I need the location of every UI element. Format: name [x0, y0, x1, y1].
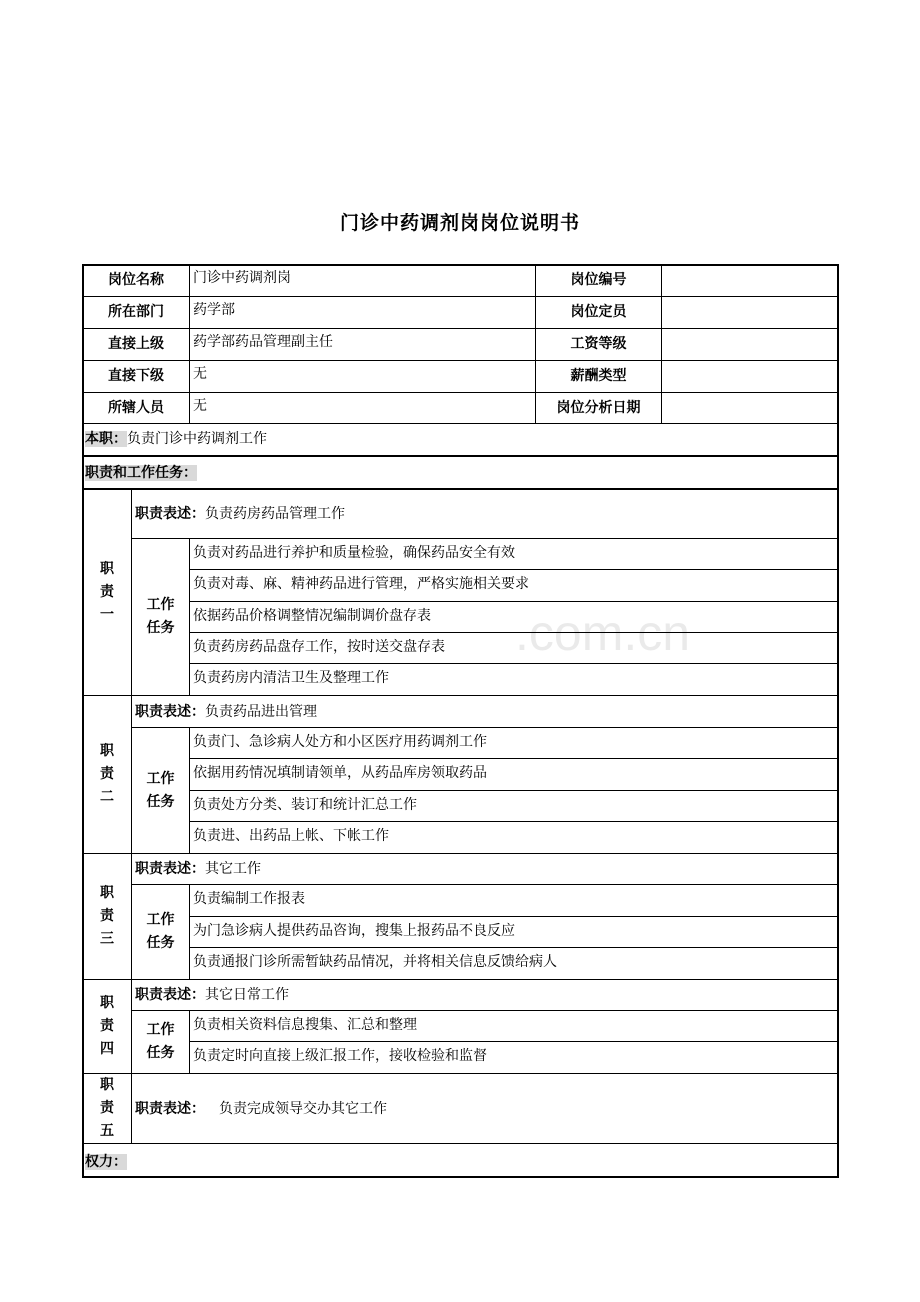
duties-header: 职责和工作任务： — [85, 465, 197, 481]
field-value — [661, 360, 839, 393]
duties-header-row — [82, 456, 839, 489]
work-task-label-text: 工作 — [146, 770, 175, 787]
duty-description-label: 职责表述： — [135, 987, 205, 1003]
work-task-label — [131, 884, 190, 980]
task-item: 负责编制工作报表 — [189, 884, 839, 917]
work-task-label — [131, 538, 190, 696]
task-item: 负责药房内清洁卫生及整理工作 — [189, 663, 839, 696]
work-task-label-text: 工作 — [146, 597, 175, 613]
task-item: 负责门、急诊病人处方和小区医疗用药调剂工作 — [189, 727, 839, 759]
duty-description-text: 其它工作 — [205, 861, 261, 877]
duty-name-char: 一 — [100, 607, 114, 623]
work-task-label-text: 任务 — [146, 620, 175, 636]
duty-description-label: 职责表述： — [135, 703, 205, 720]
authority-row — [82, 1143, 839, 1178]
work-task-label-text: 任务 — [146, 1045, 175, 1061]
duty-name-char: 职 — [100, 1077, 114, 1093]
field-value: 药学部 — [189, 296, 536, 329]
duty-name-5 — [82, 1073, 132, 1144]
field-value: 药学部药品管理副主任 — [189, 328, 536, 361]
document-title: 门诊中药调剂岗岗位说明书 — [339, 212, 580, 234]
field-label: 工资等级 — [535, 328, 662, 361]
duty-description-text: 负责完成领导交办其它工作 — [219, 1100, 387, 1117]
duty-name-char: 责 — [100, 584, 114, 600]
duty-name-4 — [82, 979, 132, 1074]
work-task-label-text: 任务 — [146, 935, 175, 951]
task-item: 负责通报门诊所需暂缺药品情况，并将相关信息反馈给病人 — [189, 947, 839, 980]
duty-description — [131, 695, 839, 728]
duty-description-text: 其它日常工作 — [205, 987, 289, 1003]
field-label: 岗位定员 — [535, 296, 662, 329]
task-item: 负责相关资料信息搜集、汇总和整理 — [189, 1010, 839, 1042]
task-item: 负责药房药品盘存工作，按时送交盘存表 — [189, 632, 839, 664]
work-task-label-text: 工作 — [146, 912, 175, 928]
duty-name-char: 责 — [100, 766, 114, 782]
duty-description-label: 职责表述： — [135, 1100, 205, 1117]
main-duty-row — [82, 423, 839, 456]
duty-name-char: 五 — [100, 1123, 114, 1139]
task-item: 负责进、出药品上帐、下帐工作 — [189, 821, 839, 854]
field-value — [661, 392, 839, 424]
field-value: 无 — [189, 392, 536, 424]
duty-name-char: 职 — [100, 995, 114, 1011]
main-duty-value: 负责门诊中药调剂工作 — [127, 431, 267, 447]
field-value — [661, 328, 839, 361]
work-task-label — [131, 1010, 190, 1074]
task-item: 负责对药品进行养护和质量检验，确保药品安全有效 — [189, 538, 839, 570]
task-item: 负责对毒、麻、精神药品进行管理，严格实施相关要求 — [189, 569, 839, 602]
duty-description — [131, 489, 839, 539]
duty-name-2 — [82, 695, 132, 854]
field-label: 直接上级 — [82, 328, 190, 361]
duty-name-char: 责 — [100, 1100, 114, 1116]
duty-description-label: 职责表述： — [135, 861, 205, 877]
duty-name-char: 二 — [100, 789, 114, 805]
duty-description-text: 负责药品进出管理 — [205, 703, 317, 720]
duty-name-char: 责 — [100, 1018, 114, 1034]
work-task-label — [131, 727, 190, 854]
duty-description — [131, 853, 839, 885]
task-item: 依据药品价格调整情况编制调价盘存表 — [189, 601, 839, 633]
task-item: 为门急诊病人提供药品咨询，搜集上报药品不良反应 — [189, 916, 839, 948]
field-value — [661, 296, 839, 329]
duty-description — [131, 979, 839, 1011]
task-item: 依据用药情况填制请领单，从药品库房领取药品 — [189, 758, 839, 791]
duty-name-char: 四 — [100, 1041, 114, 1057]
field-value — [661, 264, 839, 297]
duty-name-char: 责 — [100, 908, 114, 924]
duty-description-label: 职责表述： — [135, 506, 205, 522]
field-label: 岗位编号 — [535, 264, 662, 297]
field-label: 岗位名称 — [82, 264, 190, 297]
task-item: 负责定时向直接上级汇报工作，接收检验和监督 — [189, 1041, 839, 1074]
authority-label: 权力： — [85, 1154, 127, 1170]
work-task-label-text: 工作 — [146, 1022, 175, 1038]
watermark: .com.cn — [515, 605, 691, 661]
task-item: 负责处方分类、装订和统计汇总工作 — [189, 790, 839, 822]
field-label: 薪酬类型 — [535, 360, 662, 393]
work-task-label-text: 任务 — [146, 793, 175, 810]
duty-name-3 — [82, 853, 132, 980]
duty-name-char: 职 — [100, 743, 114, 759]
duty-name-char: 三 — [100, 931, 114, 947]
duty-description — [131, 1073, 839, 1144]
field-value: 无 — [189, 360, 536, 393]
field-label: 直接下级 — [82, 360, 190, 393]
duty-name-char: 职 — [100, 561, 114, 577]
duty-description-text: 负责药房药品管理工作 — [205, 506, 345, 522]
field-value: 门诊中药调剂岗 — [189, 264, 536, 297]
field-label: 岗位分析日期 — [535, 392, 662, 424]
main-duty-label: 本职： — [85, 431, 127, 447]
field-label: 所辖人员 — [82, 392, 190, 424]
duty-name-1 — [82, 489, 132, 696]
duty-name-char: 职 — [100, 885, 114, 901]
field-label: 所在部门 — [82, 296, 190, 329]
